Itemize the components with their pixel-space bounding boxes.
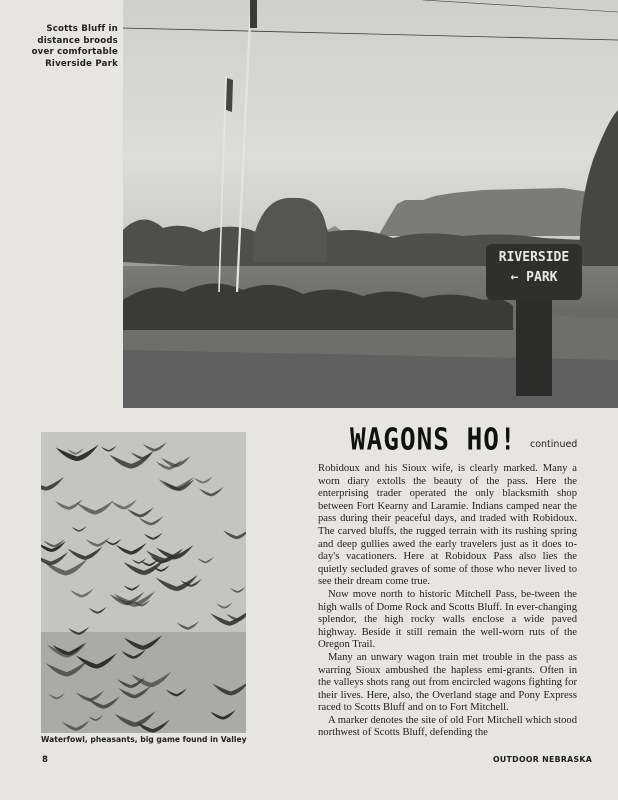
- top-photo-caption: Scotts Bluff in distance broods over comfortable Riverside Park: [31, 24, 118, 69]
- waterfowl-photo: [41, 432, 246, 733]
- article-heading: [350, 423, 610, 458]
- paragraph: Many an unwary wagon train met trouble in the pass as warring Sioux ambushed the hapless emi-grants. Often in the valleys shots rang out from encircled wagons fighting for their lives. Here, also, the Overland stage and Pony Express raced to Scotts Bluff and on to Fort Mitchell.: [318, 651, 577, 714]
- page-number: 8: [42, 755, 48, 765]
- riverside-park-photo: [123, 0, 618, 408]
- magazine-name: OUTDOOR NEBRASKA: [493, 755, 593, 764]
- paragraph: Now move north to historic Mitchell Pass, be-tween the high walls of Dome Rock and Scotts Bluff. In ever-changing splendor, the high rocky walls enclose a wide paved highway. Beside it still remain the well-worn ruts of the Oregon Trail.: [318, 588, 577, 651]
- bird-photo-caption: Waterfowl, pheasants, big game found in Valley: [41, 735, 247, 744]
- continued-label: continued: [530, 439, 578, 450]
- park-sign: [486, 248, 582, 288]
- paragraph: A marker denotes the site of old Fort Mitchell which stood northwest of Scotts Bluff, defending the: [318, 714, 577, 739]
- sign-line-riverside: RIVERSIDE: [498, 250, 570, 265]
- article-title: WAGONS HO!: [350, 423, 517, 458]
- sign-line-park: ← PARK: [510, 270, 558, 285]
- article-body: [318, 463, 577, 740]
- paragraph: Robidoux and his Sioux wife, is clearly marked. Many a worn diary extolls the beauty of the pass. Here the enterprising trader operated the only blacksmith shop between Fort Kearny and Laramie. Indians camped near the pass during their peaceful days, and traded with Robidoux. The carved bluffs, the rugged terrain with its rushing spring and deep gullies awed the early travelers just as it does to-day's vacationers. Here at Robidoux Pass also lies the quietly secluded graves of some of those who never lived to see their dream come true.: [318, 463, 577, 588]
